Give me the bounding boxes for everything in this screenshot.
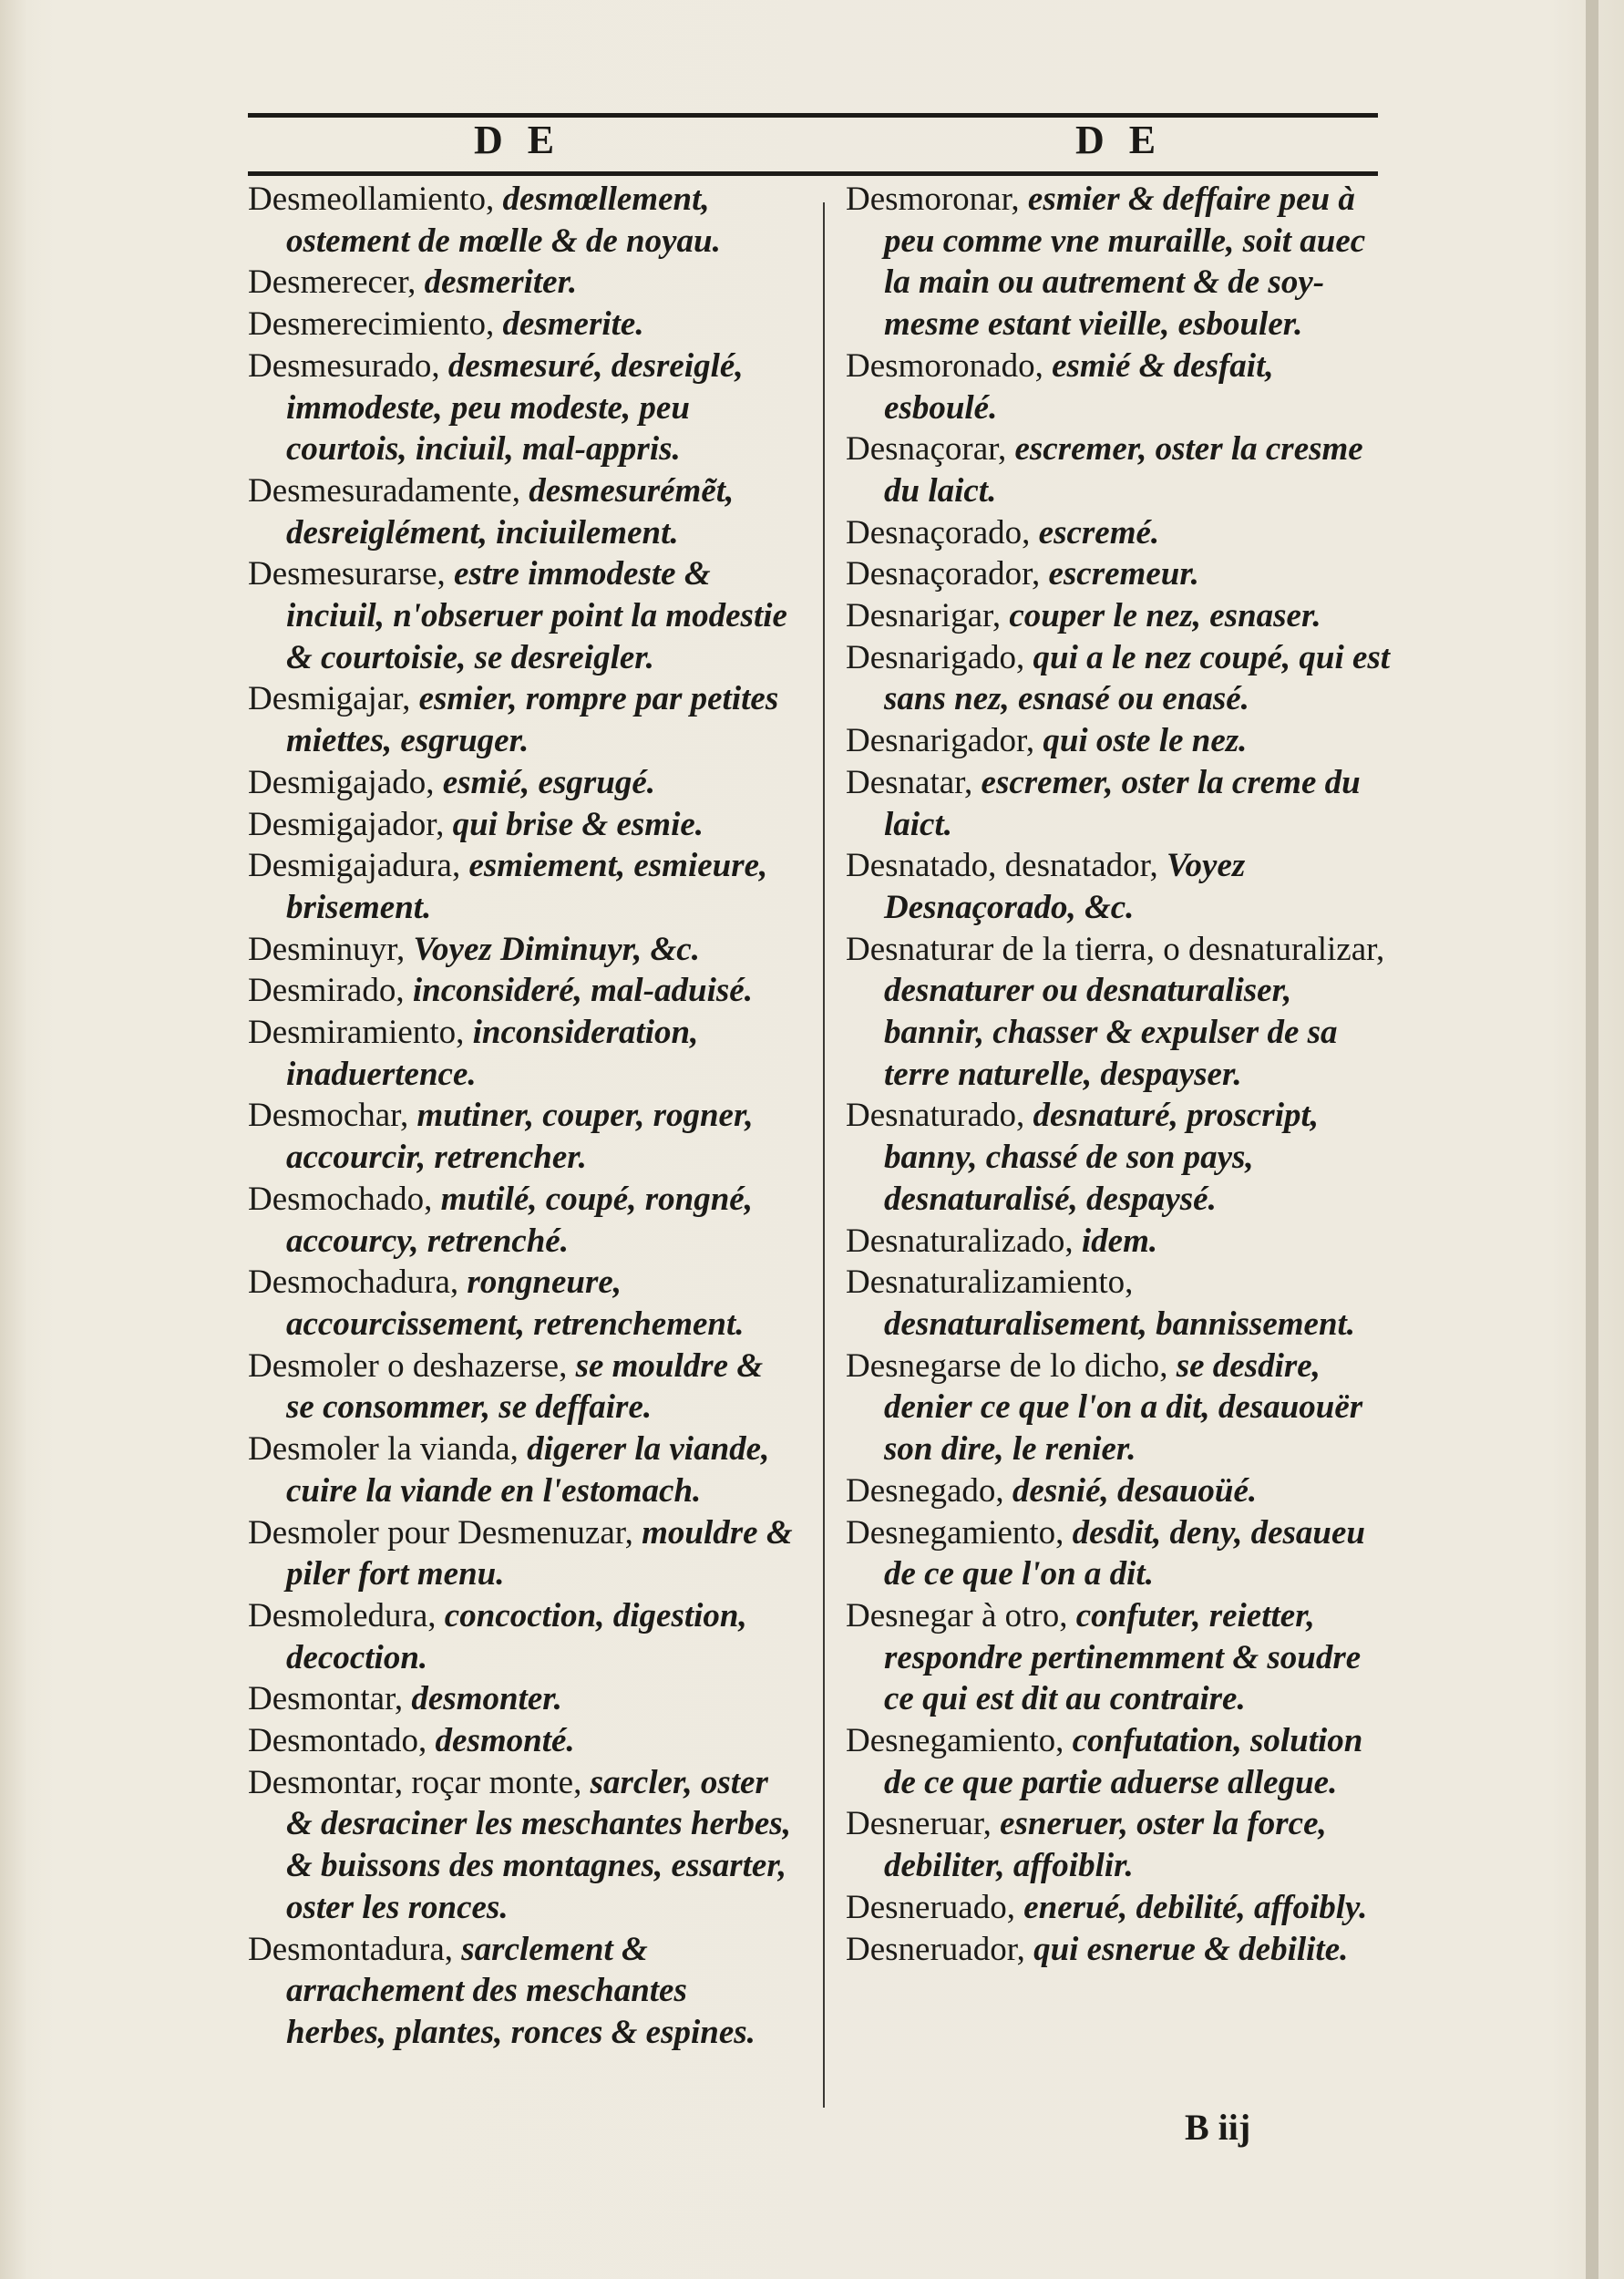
definition: Voyez Desnaçorado, &c.: [884, 847, 1246, 926]
definition: idem.: [1081, 1222, 1158, 1260]
dictionary-entry: Desmochar, mutiner, couper, rogner, accourcir, retrencher.: [248, 1097, 754, 1177]
dictionary-entry: Desmiramiento, inconsideration, inaduertence.: [248, 1014, 699, 1093]
headword: Desmesurarse: [248, 555, 437, 593]
definition: esmié, esgrugé.: [442, 763, 656, 801]
headword: Desmeollamiento: [248, 180, 486, 218]
headword: Desmontar: [248, 1680, 395, 1718]
headword: Desmiramiento: [248, 1014, 457, 1052]
headword: Desnaturalizamiento: [846, 1263, 1125, 1302]
dictionary-entry: Desmochadura, rongneure, accourcissement, retrenchement.: [248, 1263, 745, 1343]
definition: sarcler, oster & desraciner les meschantes herbes, & buissons des montagnes, essarter, oster les ronces.: [286, 1763, 791, 1926]
headword: Desmerecimiento: [248, 305, 486, 344]
dictionary-entry: Desmontado, desmonté.: [248, 1722, 575, 1760]
headword: Desmesurado: [248, 346, 432, 385]
headword: Desmoler o deshazerse: [248, 1346, 560, 1385]
headword: Desnarigar: [846, 597, 992, 635]
headword: Desneruar: [846, 1805, 983, 1843]
definition: sarclement & arrachement des meschantes herbes, plantes, ronces & espines.: [286, 1930, 755, 2051]
dictionary-entry: Desneruar, esneruer, oster la force, debiliter, affoiblir.: [846, 1805, 1327, 1885]
definition: desmœllement, ostement de mœlle & de noyau.: [286, 180, 721, 260]
dictionary-entry: Desnaturalizado, idem.: [846, 1222, 1158, 1260]
page-edge-shadow: [1586, 0, 1598, 2279]
headword: Desmoronar: [846, 180, 1012, 218]
dictionary-entry: Desnaçorador, escremeur.: [846, 555, 1199, 593]
dictionary-entry: Desmontar, roçar monte, sarcler, oster & desraciner les meschantes herbes, & buissons des montagnes, essarter, oster les ronces.: [248, 1763, 791, 1926]
headword: Desnaçorador: [846, 555, 1032, 593]
dictionary-entry: Desmerecer, desmeriter.: [248, 263, 578, 302]
headword: Desmochado: [248, 1180, 425, 1218]
definition: desdit, deny, desaueu de ce que l'on a dit.: [884, 1513, 1365, 1593]
headword: Desmirado: [248, 972, 396, 1010]
dictionary-entry: Desnegar à otro, confuter, reietter, respondre pertinemment & soudre ce qui est dit au contraire.: [846, 1596, 1362, 1718]
headword: Desmontadura: [248, 1930, 445, 1968]
dictionary-entry: Desnatar, escremer, oster la creme du laict.: [846, 763, 1361, 843]
definition: desnaturer ou desnaturaliser, bannir, chasser & expulser de sa terre naturelle, despayser.: [884, 972, 1338, 1093]
definition: inconsideration, inaduertence.: [286, 1014, 699, 1093]
headword: Desmigajado: [248, 763, 427, 801]
dictionary-entry: Desmesurarse, estre immodeste & inciuil, n'obseruer point la modestie & courtoisie, se desreigler.: [248, 555, 787, 676]
definition: esmier, rompre par petites miettes, esgruger.: [286, 680, 779, 760]
headword: Desnaturalizado: [846, 1222, 1065, 1260]
definition: concoction, digestion, decoction.: [286, 1596, 747, 1676]
headword: Desmochar: [248, 1097, 401, 1135]
header-rule: [248, 171, 1378, 176]
dictionary-entry: Desnegamiento, desdit, deny, desaueu de ce que l'on a dit.: [846, 1513, 1365, 1593]
left-column: [248, 179, 795, 2054]
definition: desmeriter.: [424, 263, 578, 302]
definition: digerer la viande, cuire la viande en l'estomach.: [286, 1430, 770, 1510]
headword: Desnatado, desnatador: [846, 847, 1150, 885]
headword: Desmochadura: [248, 1263, 450, 1302]
headword: Desnegamiento: [846, 1513, 1056, 1552]
dictionary-entry: Desmesuradamente, desmesurémẽt, desreiglément, inciuilement.: [248, 471, 735, 552]
dictionary-entry: Desnaçorar, escremer, oster la cresme du laict.: [846, 430, 1363, 510]
running-head-right: D E: [1075, 118, 1164, 162]
definition: se mouldre & se consommer, se deffaire.: [286, 1346, 764, 1427]
definition: esmié & desfait, esboulé.: [884, 346, 1274, 427]
dictionary-entry: Desnarigador, qui oste le nez.: [846, 722, 1248, 760]
headword: Desnaçorar: [846, 430, 998, 469]
dictionary-entry: Desneruador, qui esnerue & debilite.: [846, 1930, 1349, 1968]
dictionary-entry: Desmoler o deshazerse, se mouldre & se consommer, se deffaire.: [248, 1346, 764, 1427]
headword: Desmesuradamente: [248, 471, 512, 510]
definition: esmier & deffaire peu à peu comme vne muraille, soit auec la main ou autrement & de soy-mesme estant vieille, esbouler.: [884, 180, 1366, 344]
definition: inconsideré, mal-aduisé.: [412, 972, 753, 1010]
definition: qui oste le nez.: [1043, 722, 1248, 760]
dictionary-entry: Desmoledura, concoction, digestion, decoction.: [248, 1596, 747, 1676]
dictionary-entry: Desnatado, desnatador, Voyez Desnaçorado, &c.: [846, 847, 1246, 926]
headword: Desnarigador: [846, 722, 1026, 760]
dictionary-entry: Desnaturar de la tierra, o desnaturalizar, desnaturer ou desnaturaliser, bannir, chasser & expulser de sa terre naturelle, despayser.: [846, 930, 1385, 1093]
headword: Desmoler pour Desmenuzar: [248, 1513, 625, 1552]
definition: mutilé, coupé, rongné, accourcy, retrenché.: [286, 1180, 753, 1260]
dictionary-entry: Desnaturalizamiento, desnaturalisement, bannissement.: [846, 1263, 1356, 1343]
definition: qui brise & esmie.: [452, 805, 704, 843]
definition: esneruer, oster la force, debiliter, affoiblir.: [884, 1805, 1327, 1885]
dictionary-entry: Desneruado, enerué, debilité, affoibly.: [846, 1888, 1368, 1926]
headword: Desmigajador: [248, 805, 437, 843]
headword: Desnaçorado: [846, 513, 1023, 552]
dictionary-entry: Desmoler pour Desmenuzar, mouldre & piler fort menu.: [248, 1513, 793, 1593]
headword: Desnegarse de lo dicho: [846, 1346, 1160, 1385]
dictionary-entry: Desnarigado, qui a le nez coupé, qui est sans nez, esnasé ou enasé.: [846, 638, 1391, 718]
headword: Desmerecer: [248, 263, 408, 302]
column-divider: [823, 202, 825, 2108]
dictionary-entry: Desmeollamiento, desmœllement, ostement de mœlle & de noyau.: [248, 180, 721, 260]
definition: enerué, debilité, affoibly.: [1023, 1888, 1368, 1926]
dictionary-entry: Desnegado, desnié, desauoüé.: [846, 1471, 1258, 1510]
definition: estre immodeste & inciuil, n'obseruer point la modestie & courtoisie, se desreigler.: [286, 555, 787, 676]
signature-mark: B iij: [1185, 2107, 1251, 2148]
dictionary-entry: Desmontadura, sarclement & arrachement des meschantes herbes, plantes, ronces & espines.: [248, 1930, 755, 2051]
dictionary-entry: Desmigajador, qui brise & esmie.: [248, 805, 704, 843]
right-column: [846, 179, 1393, 1970]
headword: Desmontar, roçar monte: [248, 1763, 574, 1801]
definition: mutiner, couper, rogner, accourcir, retrencher.: [286, 1097, 754, 1177]
dictionary-entry: Desmerecimiento, desmerite.: [248, 305, 644, 344]
headword: Desmoronado: [846, 346, 1035, 385]
definition: desmesurémẽt, desreiglément, inciuilement.: [286, 471, 735, 552]
headword: Desneruado: [846, 1888, 1007, 1926]
definition: desnié, desauoüé.: [1012, 1471, 1258, 1510]
dictionary-entry: Desmigajado, esmié, esgrugé.: [248, 763, 656, 801]
dictionary-entry: Desmoronado, esmié & desfait, esboulé.: [846, 346, 1274, 427]
definition: couper le nez, esnaser.: [1009, 597, 1321, 635]
headword: Desmoler la vianda: [248, 1430, 510, 1469]
dictionary-entry: Desminuyr, Voyez Diminuyr, &c.: [248, 930, 700, 968]
definition: desmesuré, desreiglé, immodeste, peu modeste, peu courtois, inciuil, mal-appris.: [286, 346, 744, 469]
dictionary-entry: Desmirado, inconsideré, mal-aduisé.: [248, 972, 753, 1010]
dictionary-entry: Desmoronar, esmier & deffaire peu à peu comme vne muraille, soit auec la main ou autrement & de soy-mesme estant vieille, esbouler.: [846, 180, 1366, 344]
definition: confutation, solution de ce que partie aduerse allegue.: [884, 1722, 1363, 1801]
dictionary-entry: Desnegamiento, confutation, solution de ce que partie aduerse allegue.: [846, 1722, 1363, 1801]
headword: Desmoledura: [248, 1596, 428, 1634]
definition: qui a le nez coupé, qui est sans nez, esnasé ou enasé.: [884, 638, 1391, 718]
headword: Desnatar: [846, 763, 965, 801]
headword: Desneruador: [846, 1930, 1017, 1968]
dictionary-entry: Desmoler la vianda, digerer la viande, cuire la viande en l'estomach.: [248, 1430, 770, 1510]
dictionary-entry: Desmesurado, desmesuré, desreiglé, immodeste, peu modeste, peu courtois, inciuil, mal-appris.: [248, 346, 744, 469]
headword: Desnegado: [846, 1471, 996, 1510]
dictionary-entry: Desmontar, desmonter.: [248, 1680, 562, 1718]
definition: qui esnerue & debilite.: [1033, 1930, 1349, 1968]
definition: se desdire, denier ce que l'on a dit, desauouër son dire, le renier.: [884, 1346, 1363, 1469]
definition: desmonter.: [411, 1680, 562, 1718]
definition: desmonté.: [435, 1722, 575, 1760]
headword: Desminuyr: [248, 930, 396, 968]
top-rule: [248, 113, 1378, 118]
definition: mouldre & piler fort menu.: [286, 1513, 793, 1593]
definition: desmerite.: [502, 305, 644, 344]
definition: desnaturalisement, bannissement.: [884, 1304, 1356, 1343]
headword: Desnegar à otro: [846, 1596, 1060, 1634]
dictionary-entry: Desmigajar, esmier, rompre par petites miettes, esgruger.: [248, 680, 779, 760]
definition: confuter, reietter, respondre pertinemment & soudre ce qui est dit au contraire.: [884, 1596, 1362, 1718]
definition: escremé.: [1038, 513, 1160, 552]
dictionary-entry: Desnaçorado, escremé.: [846, 513, 1160, 552]
headword: Desnarigado: [846, 638, 1016, 676]
definition: escremer, oster la creme du laict.: [884, 763, 1361, 843]
definition: escremeur.: [1048, 555, 1199, 593]
definition: escremer, oster la cresme du laict.: [884, 430, 1363, 510]
headword: Desnaturado: [846, 1097, 1016, 1135]
headword: Desmigajadura: [248, 847, 452, 885]
dictionary-entry: Desnegarse de lo dicho, se desdire, denier ce que l'on a dit, desauouër son dire, le renier.: [846, 1346, 1363, 1469]
dictionary-entry: Desnarigar, couper le nez, esnaser.: [846, 597, 1321, 635]
definition: desnaturé, proscript, banny, chassé de son pays, desnaturalisé, despaysé.: [884, 1097, 1320, 1218]
dictionary-entry: Desmochado, mutilé, coupé, rongné, accourcy, retrenché.: [248, 1180, 753, 1260]
definition: esmiement, esmieure, brisement.: [286, 847, 768, 926]
running-head-left: D E: [474, 118, 562, 162]
definition: Voyez Diminuyr, &c.: [413, 930, 700, 968]
definition: rongneure, accourcissement, retrenchement.: [286, 1263, 745, 1343]
dictionary-entry: Desnaturado, desnaturé, proscript, banny, chassé de son pays, desnaturalisé, despaysé.: [846, 1097, 1320, 1218]
dictionary-entry: Desmigajadura, esmiement, esmieure, brisement.: [248, 847, 768, 926]
headword: Desmontado: [248, 1722, 419, 1760]
headword: Desmigajar: [248, 680, 403, 718]
headword: Desnaturar de la tierra, o desnaturalizar: [846, 930, 1376, 968]
headword: Desnegamiento: [846, 1722, 1056, 1760]
